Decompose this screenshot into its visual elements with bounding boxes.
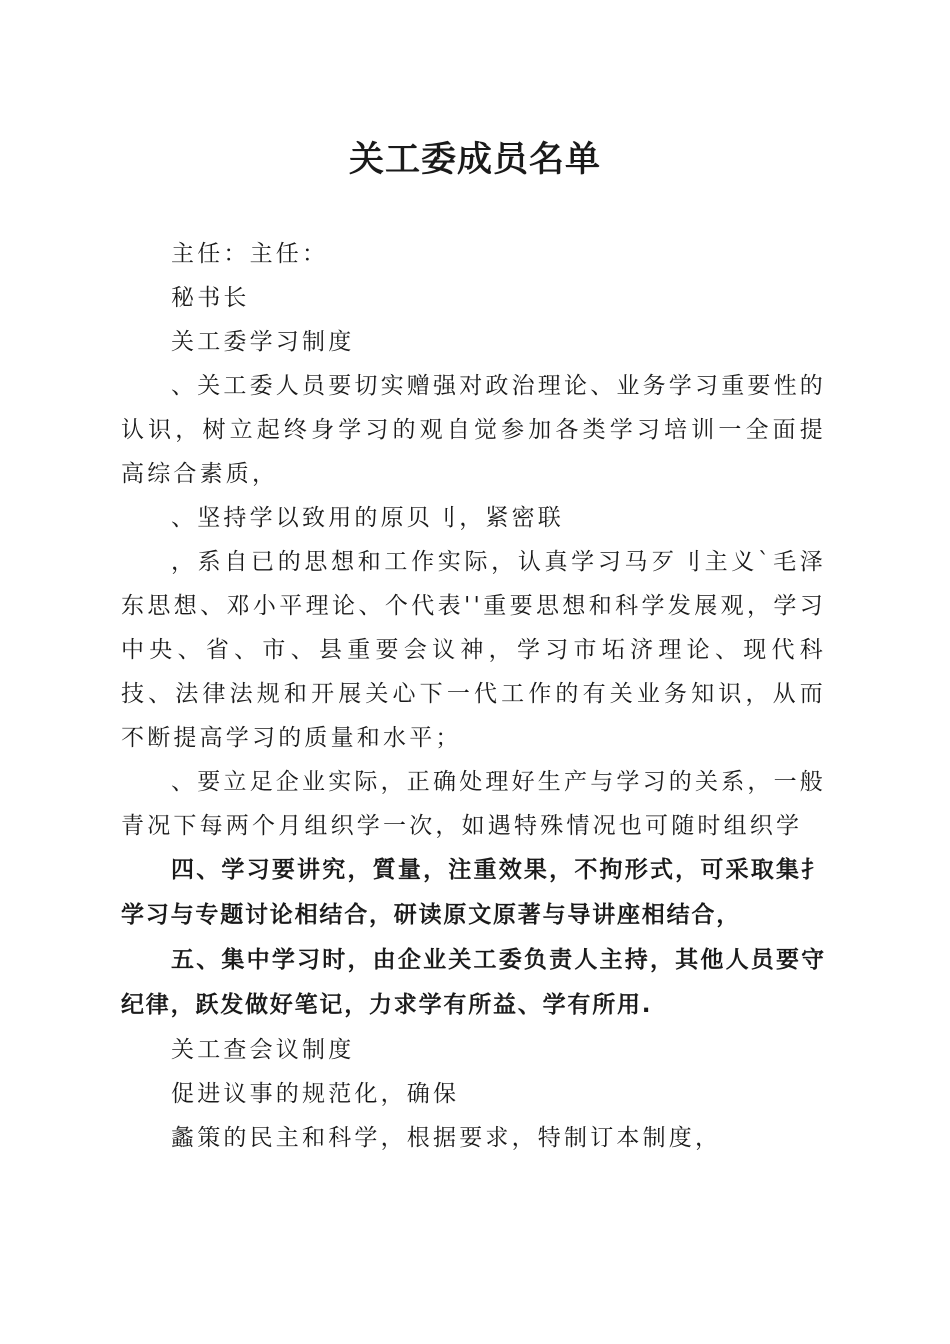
- document-body: [121, 232, 826, 1160]
- paragraph-meeting-system-heading: 关工查会议制度: [171, 1037, 355, 1063]
- paragraph-study-rule-4: 四、学习要讲究，質量，注重效果，不拘形式，可采取集扌学习与专题讨论相结合，研读原文原著与导讲座相结合，: [121, 857, 826, 928]
- paragraph-study-system-heading: 关工委学习制度: [171, 329, 355, 355]
- document-title: 关工委成员名单: [348, 139, 601, 180]
- paragraph-meeting-intro: 促进议事的规范化，确保: [171, 1081, 460, 1107]
- paragraph-study-rule-1: 、关工委人员要切实赠强对政治理论、业务学习重要性的认识，树立起终身学习的观自觉参加各类学习培训一全面提高综合素质，: [121, 373, 826, 487]
- paragraph-secretary-general: 秘书长: [171, 285, 250, 311]
- paragraph-study-rule-3: 、要立足企业实际，正确处理好生产与学习的关系，一般青况下每两个月组织学一次，如遇特殊情况也可随时组织学: [121, 769, 826, 839]
- paragraph-meeting-intro-cont: 蠡策的民主和科学，根据要求，特制订本制度，: [171, 1125, 722, 1151]
- paragraph-director: 主任：主任：: [171, 241, 329, 267]
- paragraph-study-rule-2: 、坚持学以致用的原贝刂，紧密联: [171, 505, 564, 531]
- paragraph-study-rule-5: 五、集中学习时，由企业关工委负责人主持，其他人员要守纪律，跃发做好笔记，力求学有所益、学有所用.: [121, 947, 826, 1018]
- paragraph-study-rule-2-cont: ，系自已的思想和工作实际，认真学习马歹刂主义`毛泽东思想、邓小平理论、个代表''重要思想和科学发展观，学习中央、省、市、县重要会议神，学习市坧济理论、现代科技、法律法规和开展关心下一代工作的有关业务知识，从而不断提高学习的质量和水平；: [121, 549, 826, 751]
